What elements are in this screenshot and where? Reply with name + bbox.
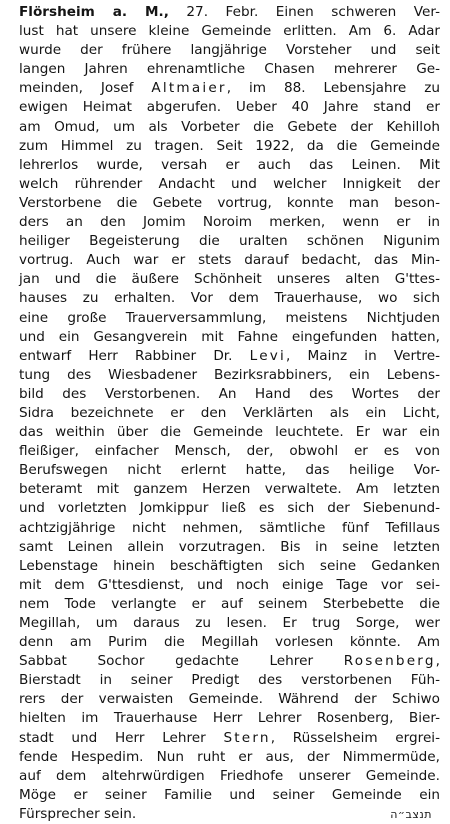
article-line: ewigen Heimat abgerufen. Ueber 40 Jahre stand er — [19, 99, 440, 116]
article-line: Sidra bezeichnete er den Verklärten als ein Licht, — [19, 404, 440, 421]
article-line: hielten im Trauerhause Herr Lehrer Rosenberg, Bier- — [19, 710, 440, 727]
person-name: Rosenberg — [343, 653, 436, 670]
article-line: Sabbat Sochor gedachte Lehrer Rosenberg, — [19, 653, 440, 670]
article-line: meinden, Josef Altmaier, im 88. Lebensjahre zu — [19, 80, 440, 97]
article-line: jan und die äußere Schönheit unseres alten G'ttes- — [19, 271, 440, 288]
article-line: Verstorbene die Gebete vortrug, konnte man beson- — [19, 194, 440, 211]
article-line: lehrerlos wurde, versah er auch das Leinen. Mit — [19, 156, 440, 173]
article-line: Flörsheim a. M., 27. Febr. Einen schweren Ver- — [19, 4, 440, 20]
article-line: samt Leinen allein vorzutragen. Bis in seine letzten — [19, 538, 440, 555]
article-line: hauses zu erhalten. Vor dem Trauerhause, wo sich — [19, 290, 440, 307]
person-name: Stern — [223, 729, 271, 746]
article-line: Bierstadt in seiner Predigt des verstorbenen Füh- — [19, 672, 440, 689]
article-line: und ein Gesangverein mit Fahne eingefunden hatten, — [19, 328, 440, 345]
article-line: heiliger Begeisterung die uralten schönen Nigunim — [19, 233, 440, 250]
article-line: fende Hespedim. Nun ruht er aus, der Nimmermüde, — [19, 748, 440, 765]
article-line: achtzigjährige nicht nehmen, sämtliche fünf Tefillaus — [19, 519, 440, 536]
article-line: und vorletzten Jomkippur ließ es sich der Siebenund- — [19, 500, 440, 517]
article-line: welch rührender Andacht und welcher Innigkeit der — [19, 175, 440, 192]
article-line: denn am Purim die Megillah vorlesen könnte. Am — [19, 634, 440, 651]
article-line: das weithin über die Gemeinde leuchtete. Er war ein — [19, 424, 440, 441]
person-name: Levi — [249, 347, 286, 364]
article-line: entwarf Herr Rabbiner Dr. Levi, Mainz in Vertre- — [19, 347, 440, 364]
article-line: fleißiger, einfacher Mensch, der, obwohl er es von — [19, 443, 440, 460]
article-line: am Omud, um als Vorbeter die Gebete der Kehilloh — [19, 118, 440, 135]
article-line: Berufswegen nicht erlernt hatte, das heilige Vor- — [19, 462, 440, 479]
article-line: Megillah, um daraus zu lesen. Er trug Sorge, wer — [19, 615, 440, 631]
person-name: Altmaier — [151, 80, 227, 97]
article-line: nem Tode verlangte er auf seinem Sterbebette die — [19, 595, 440, 612]
article-line: Lebenstage hinein beschäftigten sich seine Gedanken — [19, 557, 440, 574]
article-line: eine große Trauerversammlung, meistens Nichtjuden — [19, 309, 440, 326]
hebrew-signature: תנצב״ה — [390, 807, 432, 821]
article-place-date: Flörsheim a. M., — [19, 4, 169, 20]
article-line: lust hat unsere kleine Gemeinde erlitten. Am 6. Adar — [19, 23, 440, 40]
article-line: zum Himmel zu tragen. Seit 1922, da die Gemeinde — [19, 137, 440, 154]
article-line: Fürsprecher sein. תנצב״ה — [19, 805, 440, 824]
article-line: tung des Wiesbadener Bezirksrabbiners, ein Lebens- — [19, 366, 440, 383]
article-line: bild des Verstorbenen. An Hand des Wortes der — [19, 385, 440, 402]
obituary-article — [19, 3, 440, 824]
article-line: vortrug. Auch war er stets darauf bedacht, das Min- — [19, 252, 440, 269]
article-line: stadt und Herr Lehrer Stern, Rüsselsheim ergrei- — [19, 729, 440, 746]
article-line: rers der verwaisten Gemeinde. Während der Schiwo — [19, 691, 440, 708]
article-line: Möge er seiner Familie und seiner Gemeinde ein — [19, 786, 440, 803]
article-line: auf dem altehrwürdigen Friedhofe unserer Gemeinde. — [19, 767, 440, 784]
article-line: ders an den Jomim Noroim merken, wenn er in — [19, 214, 440, 231]
article-line: langen Jahren ehrenamtliche Chasen mehrerer Ge- — [19, 61, 440, 78]
article-line: mit dem G'ttesdienst, und noch einige Tage vor sei- — [19, 576, 440, 593]
article-line: wurde der frühere langjährige Vorsteher und seit — [19, 42, 440, 59]
article-line: beteramt mit ganzem Herzen verwaltete. Am letzten — [19, 481, 440, 498]
